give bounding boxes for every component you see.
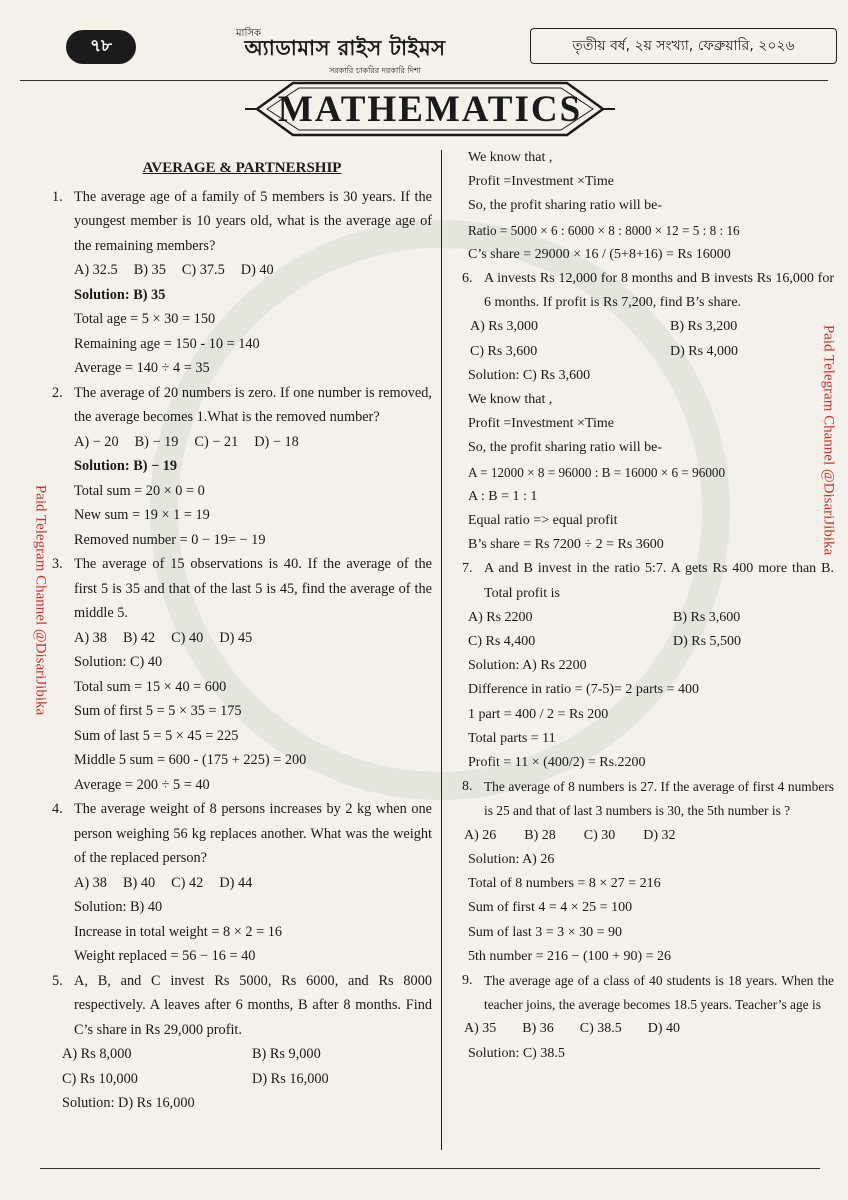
option: D) Rs 16,000 xyxy=(252,1070,329,1087)
option: A) 38 xyxy=(74,629,107,646)
magazine-tagline: সরকারি চাকরির দরকারি দিশা xyxy=(329,66,421,75)
option: C) 30 xyxy=(583,827,616,843)
option: B) 35 xyxy=(133,262,166,278)
options xyxy=(52,1042,432,1091)
question-text: The average weight of 8 persons increases by 2 kg when one person weighing 56 kg replaces another. What was the weight of the replaced person? xyxy=(74,801,432,866)
question-text: The average of 8 numbers is 27. If the average of first 4 numbers is 25 and that of last 3 numbers is 30, the 5th number is ? xyxy=(484,779,834,819)
option: B) 36 xyxy=(522,1021,554,1037)
solution: Solution: A) 26 xyxy=(468,851,555,867)
option: B) Rs 3,600 xyxy=(673,609,741,625)
question-number: 2. xyxy=(52,384,63,401)
solution-line: 1 part = 400 / 2 = Rs 200 xyxy=(468,706,609,722)
solution-line: Difference in ratio = (7-5)= 2 parts = 400 xyxy=(468,682,700,698)
subject-banner xyxy=(245,80,615,138)
question-5 xyxy=(52,969,432,1043)
option: B) − 19 xyxy=(134,433,179,450)
solution: Solution: D) Rs 16,000 xyxy=(62,1095,195,1111)
question-9 xyxy=(462,969,834,1017)
question-7 xyxy=(462,557,834,605)
left-column xyxy=(52,150,432,1116)
solution: Solution: C) 38.5 xyxy=(468,1045,565,1061)
options xyxy=(462,824,834,848)
option: A) 26 xyxy=(464,827,497,843)
magazine-monthly: মাসিক xyxy=(236,28,261,39)
question-text: The average of 20 numbers is zero. If one number is removed, the average becomes 1.What is the removed number? xyxy=(74,384,432,425)
option: C) 42 xyxy=(171,874,204,891)
solution-line: B’s share = Rs 7200 ÷ 2 = Rs 3600 xyxy=(468,537,664,553)
solution-line: Sum of first 4 = 4 × 25 = 100 xyxy=(468,900,633,916)
option: C) Rs 3,600 xyxy=(470,343,538,359)
option: D) 40 xyxy=(647,1021,681,1037)
solution-line: A : B = 1 : 1 xyxy=(468,488,538,504)
question-number: 8. xyxy=(462,779,473,795)
solution-line: Sum of last 5 = 5 × 45 = 225 xyxy=(74,727,239,744)
solution-line: Weight replaced = 56 − 16 = 40 xyxy=(74,948,256,964)
solution: Solution: C) Rs 3,600 xyxy=(468,367,591,383)
solution-line: A = 12000 × 8 = 96000 : B = 16000 × 6 = 96000 xyxy=(468,464,726,480)
column-divider xyxy=(441,150,442,1150)
question-number: 4. xyxy=(52,801,63,817)
solution-line: Middle 5 sum = 600 - (175 + 225) = 200 xyxy=(74,752,307,768)
option: B) 28 xyxy=(524,827,556,843)
option: C) 40 xyxy=(171,629,204,646)
solution-line: We know that , xyxy=(468,150,553,165)
solution-line: New sum = 19 × 1 = 19 xyxy=(74,507,210,523)
question-8 xyxy=(462,775,834,823)
page-number: ৭৮ xyxy=(66,30,136,64)
solution-line: Average = 140 ÷ 4 = 35 xyxy=(74,360,210,376)
option: C) 37.5 xyxy=(181,262,225,278)
solution-line: Equal ratio => equal profit xyxy=(468,513,618,529)
question-text: A and B invest in the ratio 5:7. A gets Rs 400 more than B. Total profit is xyxy=(484,561,834,601)
option: A) 35 xyxy=(464,1021,497,1037)
option: C) Rs 4,400 xyxy=(468,634,536,650)
solution: Solution: B) 35 xyxy=(74,286,166,303)
banner-title: MATHEMATICS xyxy=(277,88,583,130)
solution: Solution: A) Rs 2200 xyxy=(468,658,587,674)
solution-line: We know that , xyxy=(468,392,553,408)
issue-info: তৃতীয় বর্ষ, ২য় সংখ্যা, ফেব্রুয়ারি, ২০২৬ xyxy=(530,28,837,64)
question-text: A invests Rs 12,000 for 8 months and B invests Rs 16,000 for 6 months. If profit is Rs 7,200, find B’s share. xyxy=(484,271,834,311)
solution-line: Increase in total weight = 8 × 2 = 16 xyxy=(74,923,283,940)
option: B) Rs 3,200 xyxy=(670,319,738,335)
option: A) 32.5 xyxy=(74,262,118,278)
question-1 xyxy=(52,185,432,259)
question-4 xyxy=(52,797,432,871)
option: D) 32 xyxy=(643,827,676,843)
options xyxy=(462,315,834,363)
option: A) Rs 3,000 xyxy=(470,319,539,335)
options xyxy=(462,1017,834,1041)
options xyxy=(462,606,834,654)
solution-line: Sum of last 3 = 3 × 30 = 90 xyxy=(468,924,622,940)
footer-rule xyxy=(40,1168,820,1169)
option: B) Rs 9,000 xyxy=(252,1046,321,1062)
solution: Solution: C) 40 xyxy=(74,654,163,670)
question-2 xyxy=(52,381,432,430)
section-title: AVERAGE & PARTNERSHIP xyxy=(142,160,342,176)
option: B) 40 xyxy=(122,874,156,891)
solution-line: Total age = 5 × 30 = 150 xyxy=(74,311,216,327)
solution-line: Profit =Investment ×Time xyxy=(468,174,614,190)
question-3 xyxy=(52,552,432,626)
question-number: 7. xyxy=(462,561,473,577)
side-telegram-right: Paid Telegram Channel @DisariJibika xyxy=(820,324,837,556)
magazine-logo xyxy=(230,24,460,78)
option: A) Rs 2200 xyxy=(468,609,533,625)
solution-line: So, the profit sharing ratio will be- xyxy=(468,198,663,214)
question-6 xyxy=(462,267,834,315)
magazine-name: অ্যাডামাস রাইস টাইমস xyxy=(244,36,446,60)
option: D) Rs 5,500 xyxy=(673,634,742,650)
option: D) 45 xyxy=(219,629,253,646)
option: C) − 21 xyxy=(194,433,239,450)
question-number: 1. xyxy=(52,188,63,205)
question-number: 6. xyxy=(462,271,473,287)
solution-line: Sum of first 5 = 5 × 35 = 175 xyxy=(74,703,242,719)
right-column xyxy=(462,150,834,1066)
question-text: The average of 15 observations is 40. If the average of the first 5 is 35 and that of the last 5 is 45, find the average of the middle 5. xyxy=(74,556,432,621)
solution-line: Profit =Investment ×Time xyxy=(468,416,614,432)
option: C) Rs 10,000 xyxy=(62,1070,138,1087)
solution-line: So, the profit sharing ratio will be- xyxy=(468,440,663,456)
options xyxy=(52,258,432,283)
solution-line: Total sum = 20 × 0 = 0 xyxy=(74,482,205,499)
solution-line: 5th number = 216 − (100 + 90) = 26 xyxy=(468,948,672,964)
option: A) Rs 8,000 xyxy=(62,1046,132,1062)
option: D) 44 xyxy=(219,874,253,891)
solution-line: Total of 8 numbers = 8 × 27 = 216 xyxy=(468,876,661,892)
side-telegram-left: Paid Telegram Channel @DisariJibika xyxy=(32,484,49,716)
option: D) 40 xyxy=(240,262,274,278)
options xyxy=(52,430,432,455)
solution-line: Total sum = 15 × 40 = 600 xyxy=(74,678,227,695)
question-text: A, B, and C invest Rs 5000, Rs 6000, and Rs 8000 respectively. A leaves after 6 months, B after 8 months. Find C’s share in Rs 29,000 profit. xyxy=(74,972,432,1038)
option: D) Rs 4,000 xyxy=(670,343,739,359)
options xyxy=(52,626,432,651)
solution-line: Removed number = 0 − 19= − 19 xyxy=(74,531,266,548)
solution-line: Total parts = 11 xyxy=(468,730,556,746)
solution-line: Ratio = 5000 × 6 : 6000 × 8 : 8000 × 12 = 5 : 8 : 16 xyxy=(468,222,740,238)
option: A) 38 xyxy=(74,874,107,891)
solution-line: Average = 200 ÷ 5 = 40 xyxy=(74,776,210,793)
solution-line: Remaining age = 150 - 10 = 140 xyxy=(74,335,260,352)
question-text: The average age of a family of 5 members is 30 years. If the youngest member is 10 years old, what is the average age of the remaining members? xyxy=(74,188,432,254)
question-number: 5. xyxy=(52,972,63,989)
solution-line: C’s share = 29000 × 16 / (5+8+16) = Rs 16000 xyxy=(468,246,731,262)
option: B) 42 xyxy=(122,629,156,646)
option: A) − 20 xyxy=(74,433,119,450)
question-number: 3. xyxy=(52,556,63,572)
option: C) 38.5 xyxy=(579,1021,622,1037)
options xyxy=(52,871,432,896)
solution-line: Profit = 11 × (400/2) = Rs.2200 xyxy=(468,755,646,771)
question-text: The average age of a class of 40 students is 18 years. When the teacher joins, the average becomes 18.5 years. Teacher’s age is xyxy=(484,972,834,1013)
question-number: 9. xyxy=(462,972,473,988)
solution: Solution: B) − 19 xyxy=(74,458,178,474)
option: D) − 18 xyxy=(254,433,299,450)
solution: Solution: B) 40 xyxy=(74,899,163,915)
